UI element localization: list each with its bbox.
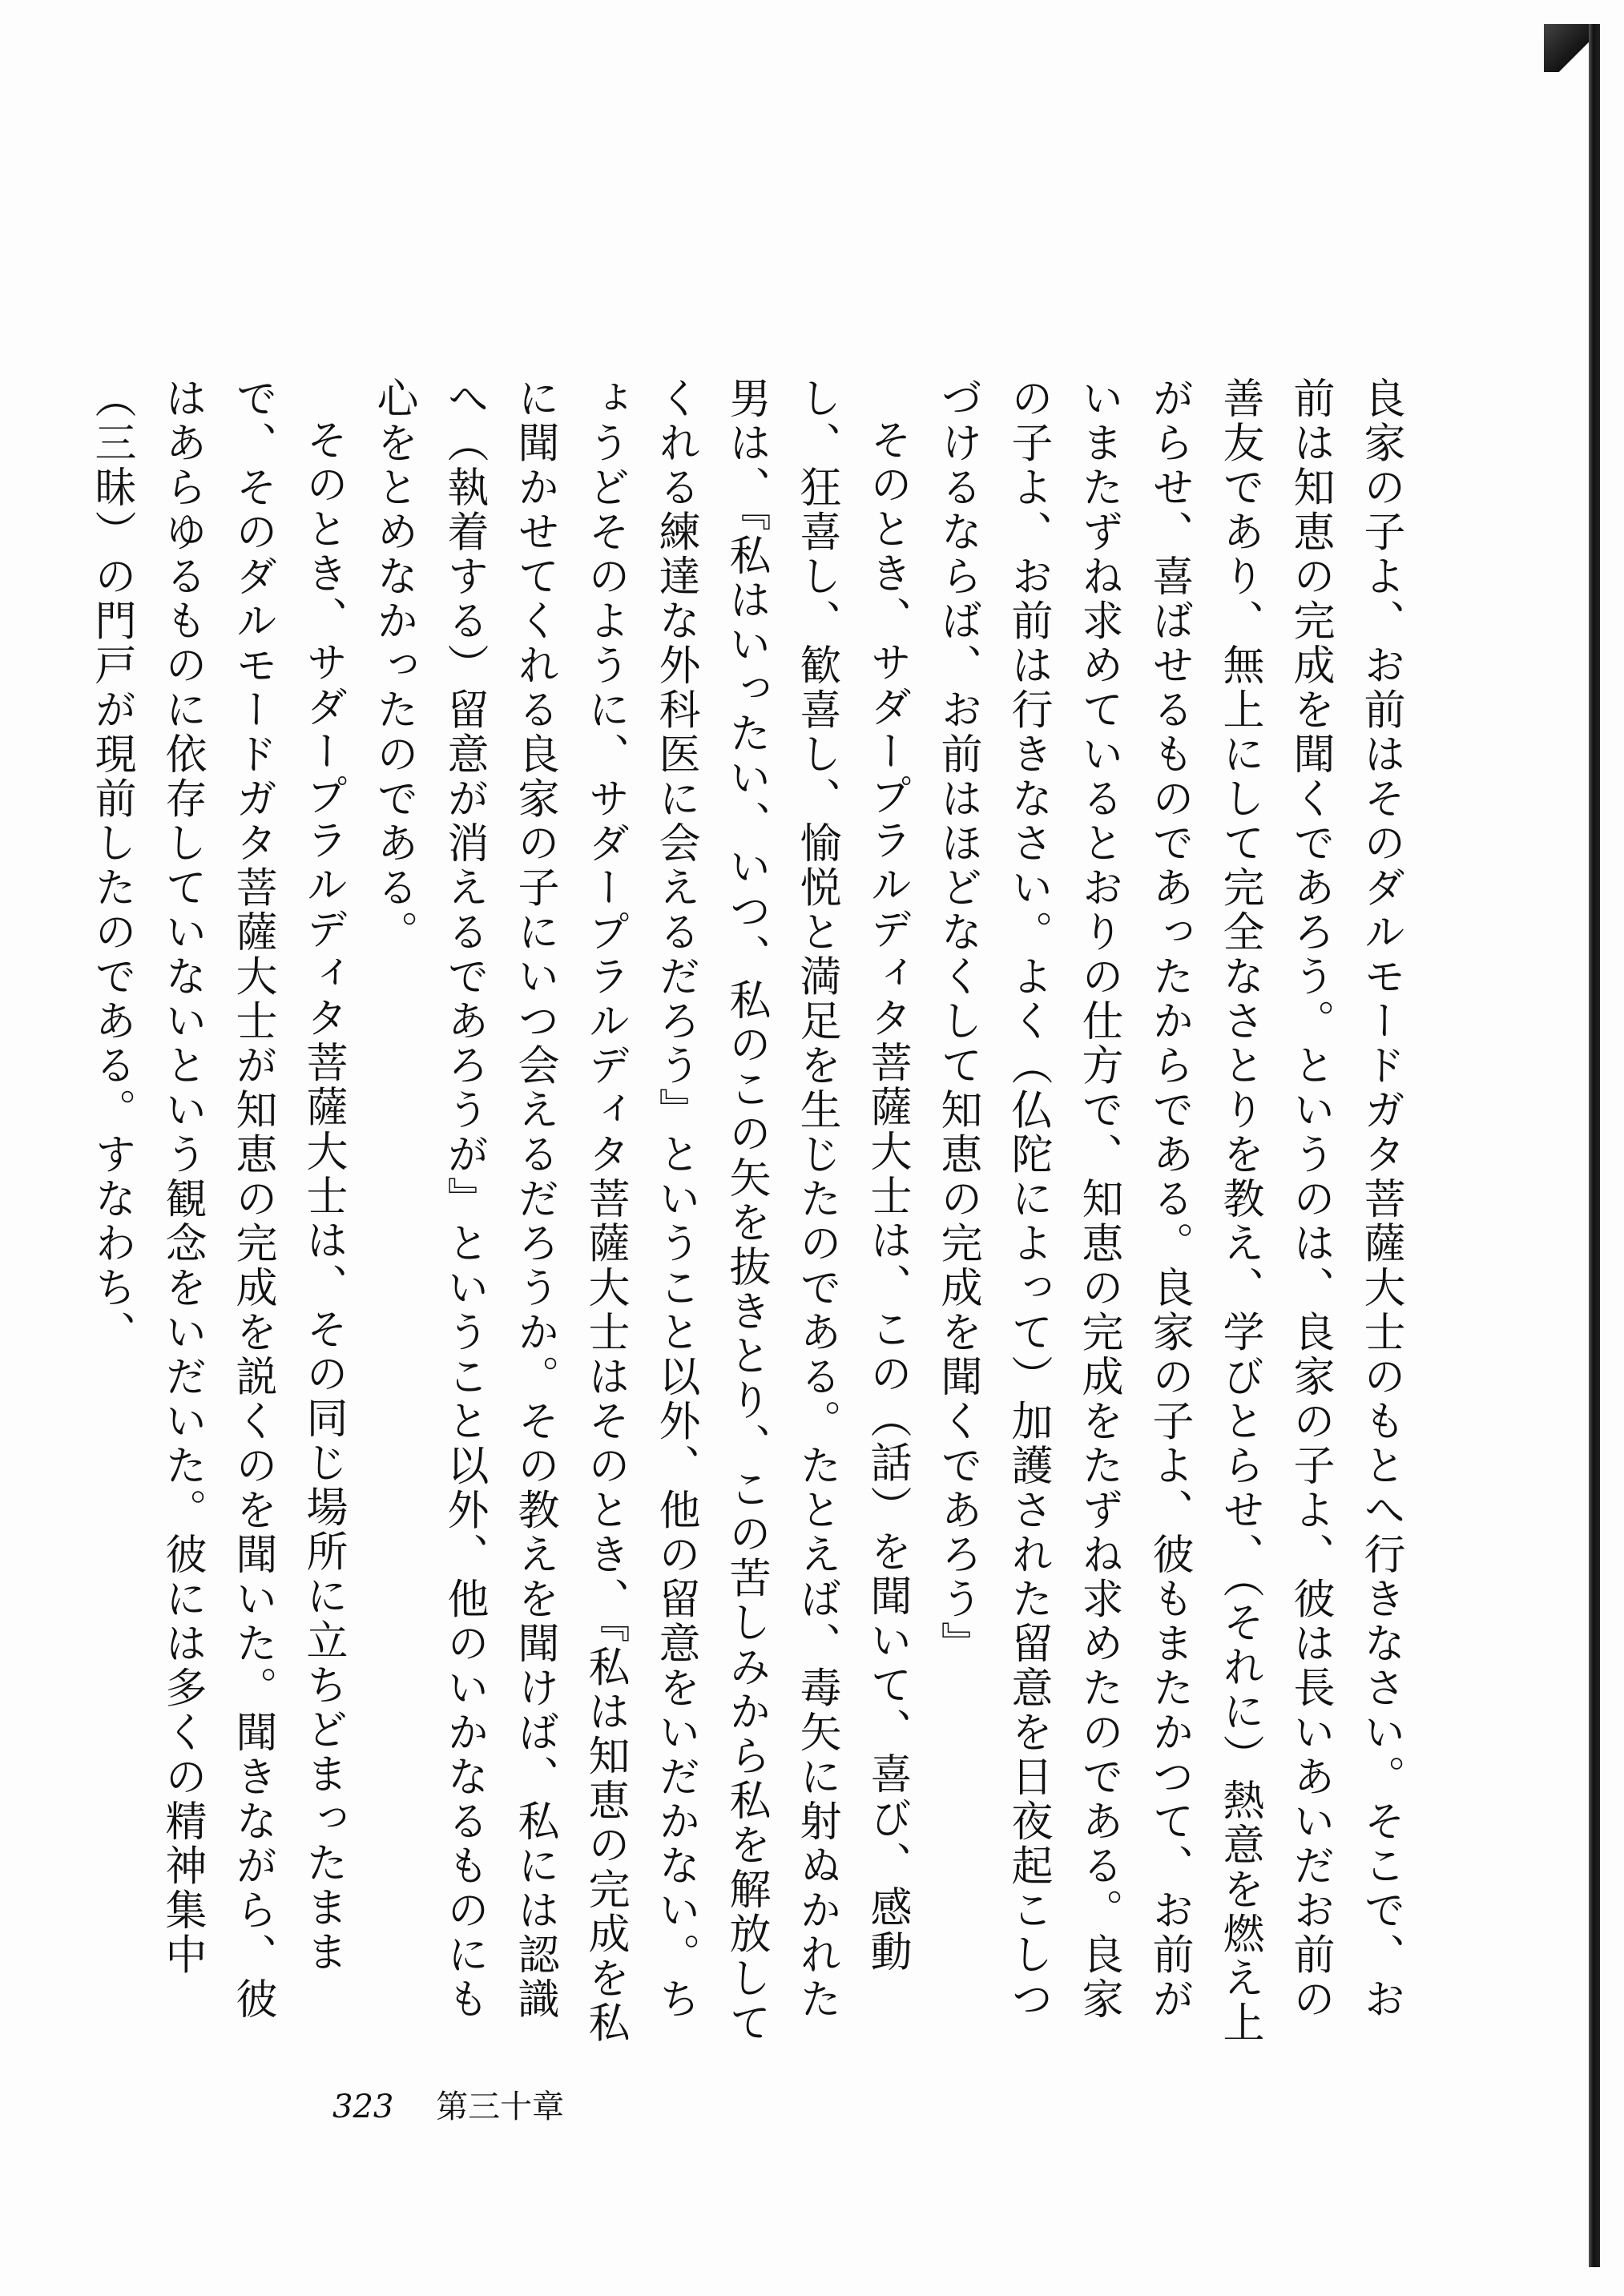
binding-edge xyxy=(1589,24,1600,2267)
paragraph-1: 良家の子よ、お前はそのダルモードガタ菩薩大士のもとへ行きなさい。そこで、お前は知恵の完成を聞くであろう。というのは、良家の子よ、彼は長いあいだお前の善友であり、無上にして完全なさとりを教え、学びとらせ、（それに）熱意を燃え上がらせ、喜ばせるものであったからである。良家の子よ、彼もまたかつて、お前がいまたずね求めているとおりの仕方で、知恵の完成をたずね求めたのである。良家の子よ、お前は行きなさい。よく（仏陀によって）加護された留意を日夜起こしつづけるならば、お前はほどなくして知恵の完成を聞くであろう』 xyxy=(933,377,1404,2045)
body-text xyxy=(87,377,1416,2059)
chapter-title: 第三十章 xyxy=(436,2089,565,2125)
paragraph-3: そのとき、サダープラルディタ菩薩大士は、その同じ場所に立ちどまったままで、そのダルモードガタ菩薩大士が知恵の完成を説くのを聞いた。聞きながら、彼はあらゆるものに依存していないという観念をいだいた。彼には多くの精神集中（三昧）の門戸が現前したのである。すなわち、 xyxy=(87,377,347,2022)
page-number: 323 xyxy=(332,2089,394,2125)
page-footer xyxy=(332,2081,564,2127)
paragraph-2: そのとき、サダープラルディタ菩薩大士は、この（話）を聞いて、喜び、感動し、狂喜し、歓喜し、愉悦と満足を生じたのである。たとえば、毒矢に射ぬかれた男は、『私はいったい、いつ、私のこの矢を抜きとり、この苦しみから私を解放してくれる練達な外科医に会えるだろう』ということ以外、他の留意をいだかない。ちょうどそのように、サダープラルディタ菩薩大士はそのとき、『私は知恵の完成を私に聞かせてくれる良家の子にいつ会えるだろうか。その教えを聞けば、私には認識へ（執着する）留意が消えるであろうが』ということ以外、他のいかなるものにも心をとめなかったのである。 xyxy=(369,377,911,2045)
